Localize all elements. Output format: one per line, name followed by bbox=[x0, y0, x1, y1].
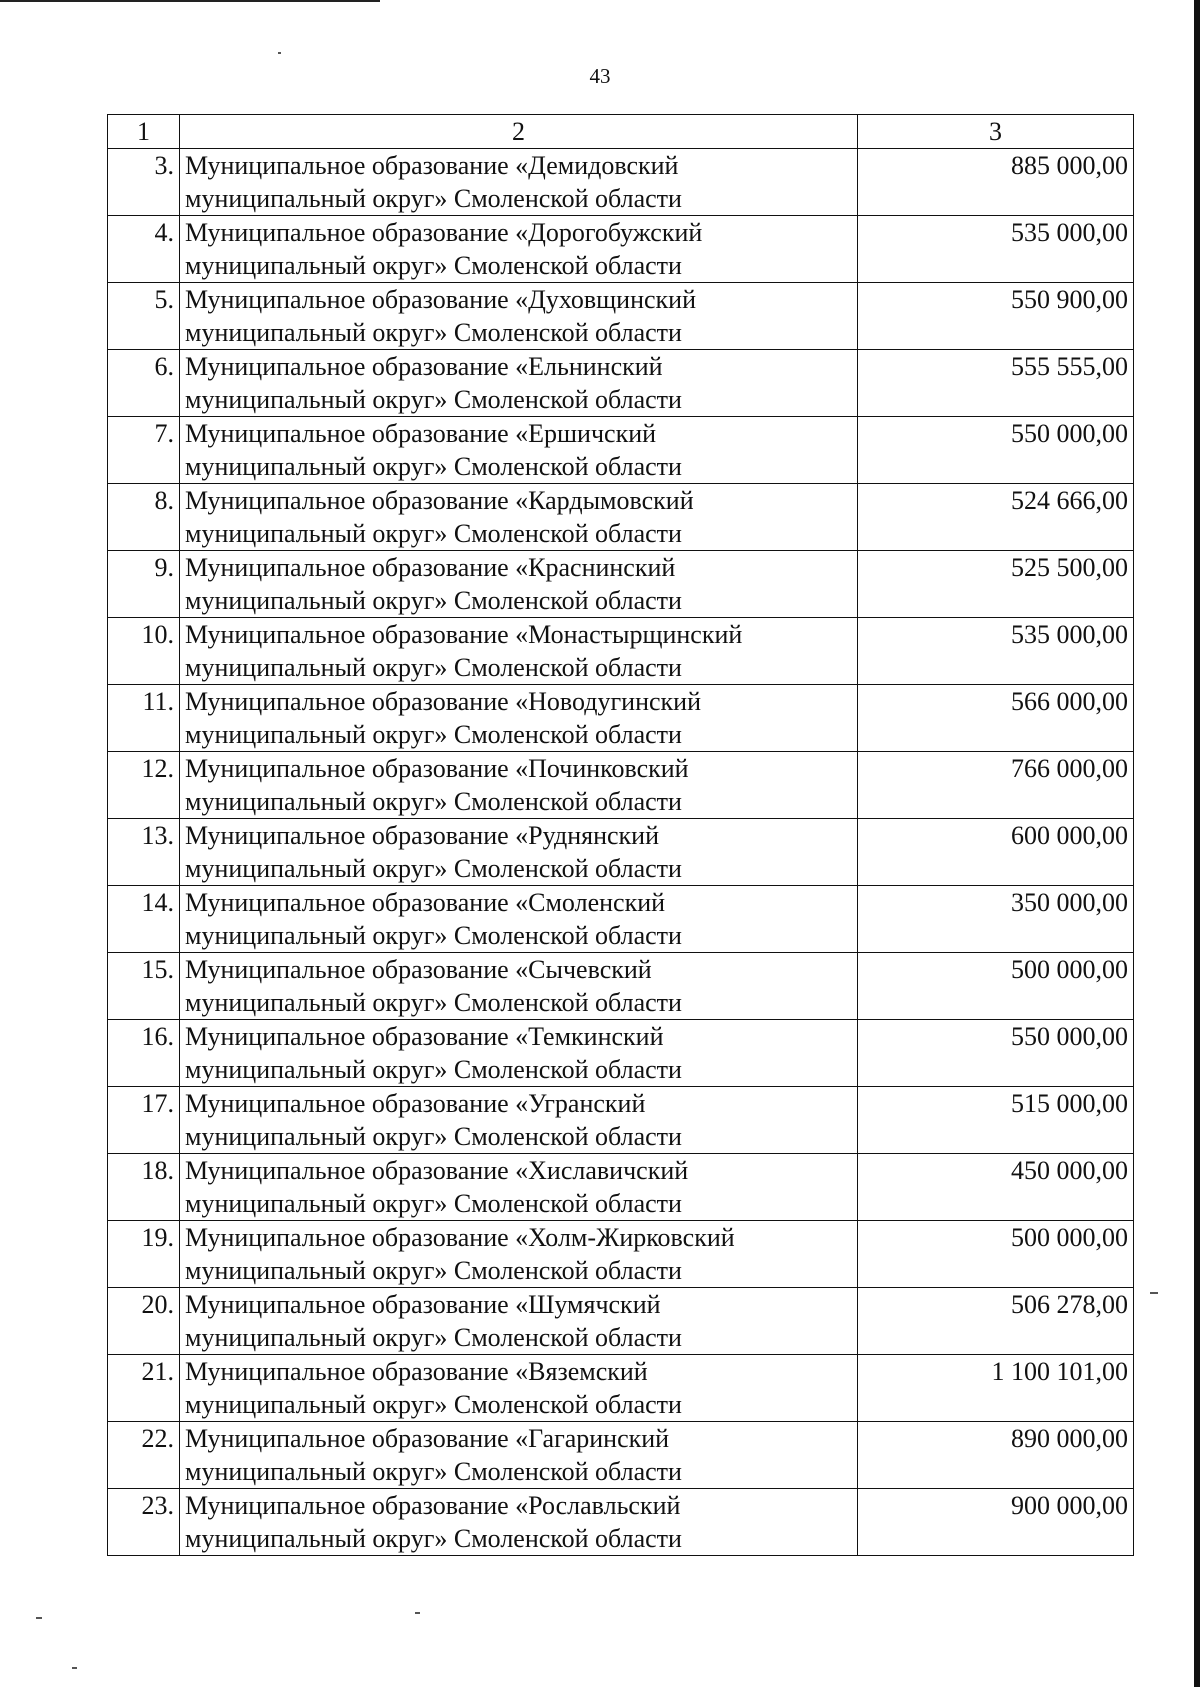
table-row bbox=[108, 752, 1134, 819]
row-number: 4. bbox=[108, 216, 180, 283]
scan-speck bbox=[278, 52, 281, 54]
municipality-name-line2: муниципальный округ» Смоленской области bbox=[185, 653, 682, 682]
scan-speck bbox=[72, 1667, 77, 1669]
column-header-number: 1 bbox=[108, 115, 180, 149]
municipality-name-line1: Муниципальное образование «Шумячский bbox=[185, 1290, 661, 1319]
municipality-name-line2: муниципальный округ» Смоленской области bbox=[185, 1055, 682, 1084]
row-number: 18. bbox=[108, 1154, 180, 1221]
municipality-name-line2: муниципальный округ» Смоленской области bbox=[185, 318, 682, 347]
page-number: 43 bbox=[589, 64, 611, 88]
row-number: 19. bbox=[108, 1221, 180, 1288]
municipality-name-line2: муниципальный округ» Смоленской области bbox=[185, 921, 682, 950]
table-row bbox=[108, 1221, 1134, 1288]
municipality-name bbox=[180, 886, 858, 953]
table-row bbox=[108, 1087, 1134, 1154]
municipality-name-line2: муниципальный округ» Смоленской области bbox=[185, 988, 682, 1017]
row-number: 8. bbox=[108, 484, 180, 551]
table-row bbox=[108, 484, 1134, 551]
amount-value: 550 000,00 bbox=[858, 1020, 1134, 1087]
municipality-name-line2: муниципальный округ» Смоленской области bbox=[185, 1323, 682, 1352]
amount-value: 766 000,00 bbox=[858, 752, 1134, 819]
table-row bbox=[108, 886, 1134, 953]
municipality-name-line1: Муниципальное образование «Ельнинский bbox=[185, 352, 663, 381]
row-number: 7. bbox=[108, 417, 180, 484]
table-row bbox=[108, 1355, 1134, 1422]
municipality-name-line2: муниципальный округ» Смоленской области bbox=[185, 1524, 682, 1553]
municipality-name-line2: муниципальный округ» Смоленской области bbox=[185, 385, 682, 414]
municipality-name-line1: Муниципальное образование «Дорогобужский bbox=[185, 218, 703, 247]
municipality-name-line2: муниципальный округ» Смоленской области bbox=[185, 1457, 682, 1486]
row-number: 20. bbox=[108, 1288, 180, 1355]
municipality-name bbox=[180, 283, 858, 350]
municipality-name-line2: муниципальный округ» Смоленской области bbox=[185, 854, 682, 883]
row-number: 11. bbox=[108, 685, 180, 752]
municipality-name-line1: Муниципальное образование «Сычевский bbox=[185, 955, 652, 984]
municipality-name-line1: Муниципальное образование «Краснинский bbox=[185, 553, 676, 582]
municipality-name-line2: муниципальный округ» Смоленской области bbox=[185, 586, 682, 615]
scan-speck bbox=[415, 1612, 420, 1614]
table-row bbox=[108, 819, 1134, 886]
row-number: 10. bbox=[108, 618, 180, 685]
municipality-name-line1: Муниципальное образование «Духовщинский bbox=[185, 285, 697, 314]
table-row bbox=[108, 350, 1134, 417]
municipality-name bbox=[180, 1288, 858, 1355]
table-row bbox=[108, 685, 1134, 752]
amount-value: 550 900,00 bbox=[858, 283, 1134, 350]
amount-value: 500 000,00 bbox=[858, 1221, 1134, 1288]
municipality-name bbox=[180, 1154, 858, 1221]
municipality-name-line1: Муниципальное образование «Темкинский bbox=[185, 1022, 664, 1051]
table-row bbox=[108, 417, 1134, 484]
municipality-name-line1: Муниципальное образование «Гагаринский bbox=[185, 1424, 670, 1453]
municipality-name-line1: Муниципальное образование «Кардымовский bbox=[185, 486, 694, 515]
municipality-name-line1: Муниципальное образование «Монастырщинский bbox=[185, 620, 743, 649]
municipality-name bbox=[180, 417, 858, 484]
table-row bbox=[108, 216, 1134, 283]
table-header-row bbox=[108, 115, 1134, 149]
municipality-name-line1: Муниципальное образование «Хиславичский bbox=[185, 1156, 689, 1185]
table-row bbox=[108, 1154, 1134, 1221]
row-number: 16. bbox=[108, 1020, 180, 1087]
top-rule bbox=[0, 0, 380, 2]
column-header-amount: 3 bbox=[858, 115, 1134, 149]
table-row bbox=[108, 551, 1134, 618]
municipality-name-line1: Муниципальное образование «Новодугинский bbox=[185, 687, 701, 716]
municipality-name bbox=[180, 1221, 858, 1288]
row-number: 13. bbox=[108, 819, 180, 886]
row-number: 17. bbox=[108, 1087, 180, 1154]
page-edge-shadow bbox=[1194, 0, 1200, 1687]
municipality-name bbox=[180, 1087, 858, 1154]
municipality-name-line2: муниципальный округ» Смоленской области bbox=[185, 720, 682, 749]
row-number: 14. bbox=[108, 886, 180, 953]
amount-value: 1 100 101,00 bbox=[858, 1355, 1134, 1422]
table-row bbox=[108, 1288, 1134, 1355]
municipality-name-line2: муниципальный округ» Смоленской области bbox=[185, 1189, 682, 1218]
municipality-name bbox=[180, 1355, 858, 1422]
table-row bbox=[108, 618, 1134, 685]
table-row bbox=[108, 1422, 1134, 1489]
municipality-name-line1: Муниципальное образование «Ершичский bbox=[185, 419, 657, 448]
municipality-name bbox=[180, 685, 858, 752]
municipality-name bbox=[180, 752, 858, 819]
municipality-name bbox=[180, 618, 858, 685]
municipality-name-line2: муниципальный округ» Смоленской области bbox=[185, 184, 682, 213]
row-number: 12. bbox=[108, 752, 180, 819]
table-row bbox=[108, 1020, 1134, 1087]
municipality-name bbox=[180, 484, 858, 551]
table-row bbox=[108, 953, 1134, 1020]
municipality-name-line1: Муниципальное образование «Смоленский bbox=[185, 888, 666, 917]
municipality-name bbox=[180, 551, 858, 618]
municipality-name bbox=[180, 216, 858, 283]
amount-value: 506 278,00 bbox=[858, 1288, 1134, 1355]
amount-value: 525 500,00 bbox=[858, 551, 1134, 618]
amount-value: 900 000,00 bbox=[858, 1489, 1134, 1556]
scan-speck bbox=[36, 1617, 42, 1619]
municipality-name bbox=[180, 1020, 858, 1087]
municipality-name-line2: муниципальный округ» Смоленской области bbox=[185, 251, 682, 280]
column-header-name: 2 bbox=[180, 115, 858, 149]
municipality-name bbox=[180, 819, 858, 886]
amount-value: 535 000,00 bbox=[858, 618, 1134, 685]
municipality-name-line1: Муниципальное образование «Вяземский bbox=[185, 1357, 648, 1386]
row-number: 15. bbox=[108, 953, 180, 1020]
municipality-name-line2: муниципальный округ» Смоленской области bbox=[185, 1256, 682, 1285]
amount-value: 890 000,00 bbox=[858, 1422, 1134, 1489]
table-row bbox=[108, 1489, 1134, 1556]
amount-value: 600 000,00 bbox=[858, 819, 1134, 886]
amount-value: 524 666,00 bbox=[858, 484, 1134, 551]
amount-value: 885 000,00 bbox=[858, 149, 1134, 216]
amount-value: 350 000,00 bbox=[858, 886, 1134, 953]
municipality-name-line2: муниципальный округ» Смоленской области bbox=[185, 1390, 682, 1419]
municipality-name-line2: муниципальный округ» Смоленской области bbox=[185, 519, 682, 548]
municipality-name bbox=[180, 1422, 858, 1489]
municipality-name-line1: Муниципальное образование «Починковский bbox=[185, 754, 689, 783]
amount-value: 515 000,00 bbox=[858, 1087, 1134, 1154]
row-number: 9. bbox=[108, 551, 180, 618]
municipality-name-line2: муниципальный округ» Смоленской области bbox=[185, 1122, 682, 1151]
table-row bbox=[108, 149, 1134, 216]
municipality-name-line2: муниципальный округ» Смоленской области bbox=[185, 452, 682, 481]
municipality-name-line1: Муниципальное образование «Демидовский bbox=[185, 151, 679, 180]
municipality-name bbox=[180, 953, 858, 1020]
row-number: 23. bbox=[108, 1489, 180, 1556]
amount-value: 500 000,00 bbox=[858, 953, 1134, 1020]
municipality-name-line1: Муниципальное образование «Рославльский bbox=[185, 1491, 681, 1520]
municipality-name bbox=[180, 1489, 858, 1556]
row-number: 5. bbox=[108, 283, 180, 350]
amount-value: 535 000,00 bbox=[858, 216, 1134, 283]
row-number: 22. bbox=[108, 1422, 180, 1489]
municipality-name-line1: Муниципальное образование «Угранский bbox=[185, 1089, 646, 1118]
row-number: 3. bbox=[108, 149, 180, 216]
municipality-name bbox=[180, 149, 858, 216]
allocation-table bbox=[107, 114, 1134, 1556]
amount-value: 550 000,00 bbox=[858, 417, 1134, 484]
amount-value: 566 000,00 bbox=[858, 685, 1134, 752]
table-row bbox=[108, 283, 1134, 350]
scan-speck bbox=[1150, 1292, 1158, 1294]
row-number: 6. bbox=[108, 350, 180, 417]
municipality-name-line2: муниципальный округ» Смоленской области bbox=[185, 787, 682, 816]
amount-value: 555 555,00 bbox=[858, 350, 1134, 417]
municipality-name-line1: Муниципальное образование «Руднянский bbox=[185, 821, 659, 850]
row-number: 21. bbox=[108, 1355, 180, 1422]
amount-value: 450 000,00 bbox=[858, 1154, 1134, 1221]
municipality-name bbox=[180, 350, 858, 417]
municipality-name-line1: Муниципальное образование «Холм-Жирковский bbox=[185, 1223, 735, 1252]
